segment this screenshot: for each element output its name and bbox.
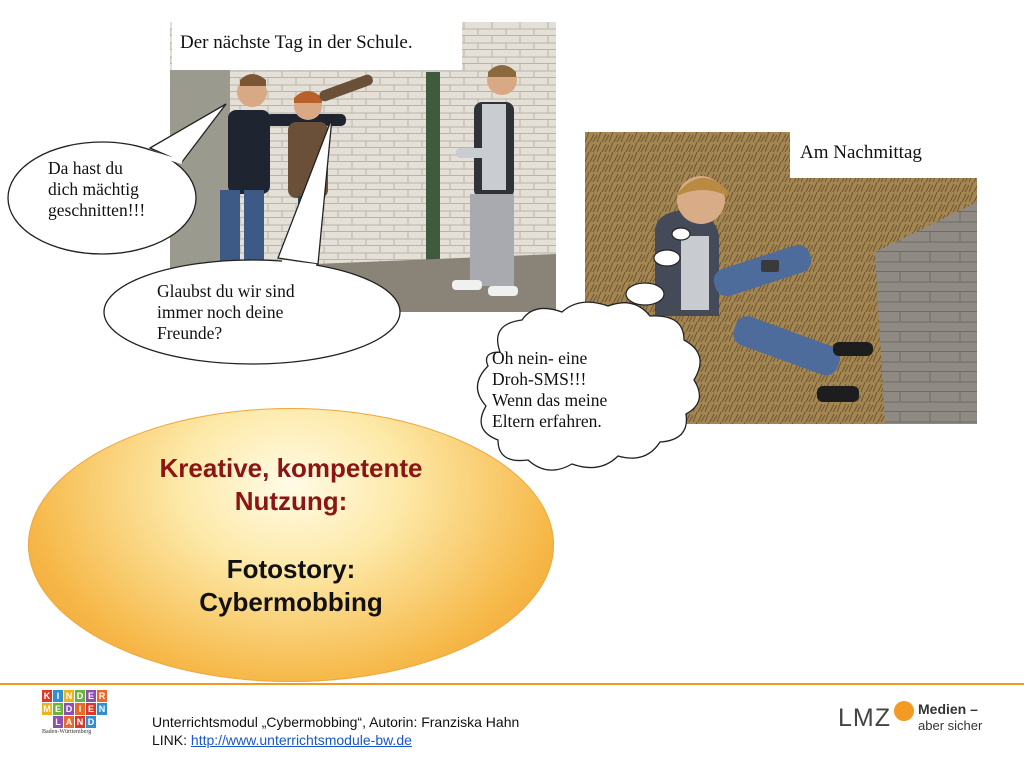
photo1-caption: Der nächste Tag in der Schule.: [172, 22, 462, 70]
footer-link-line: [152, 731, 519, 749]
lmz-subtitle: aber sicher: [918, 718, 983, 733]
footer-link[interactable]: http://www.unterrichtsmodule-bw.de: [190, 732, 412, 748]
kml-logo-letter: I: [53, 690, 63, 702]
kindermedienland-logo: [42, 690, 110, 750]
kml-logo-subtitle: Baden-Württemberg: [42, 729, 92, 735]
ellipse-subtitle-line: Cybermobbing: [199, 587, 383, 617]
kml-logo-letter: D: [76, 691, 84, 701]
bubble2-line: Glaubst du wir sind: [157, 281, 295, 301]
ellipse-subtitle: [60, 553, 522, 619]
kml-logo-letter: R: [98, 691, 106, 701]
footer-text: [152, 713, 519, 749]
kml-logo-letter: I: [75, 703, 85, 715]
kml-logo-letter: E: [54, 704, 61, 714]
thought-bubble-text: [492, 348, 672, 432]
kml-logo-letter: D: [65, 704, 73, 714]
speech-bubble-1-text: [48, 158, 208, 221]
ellipse-heading-line: Kreative, kompetente: [159, 453, 423, 483]
title-ellipse: [28, 408, 554, 682]
kml-logo-letter: A: [65, 717, 73, 727]
bubble3-line: Droh-SMS!!!: [492, 369, 587, 389]
kml-logo-row: [42, 690, 110, 702]
footer-module-text: Unterrichtsmodul „Cybermobbing“, Autorin: Franziska Hahn: [152, 714, 520, 730]
bubble2-line: Freunde?: [157, 323, 223, 343]
kml-logo-letter: E: [87, 691, 94, 701]
speech-bubble-2-text: [157, 281, 357, 344]
kml-logo-letter: L: [53, 716, 63, 728]
footer-link-prefix: LINK:: [152, 732, 191, 748]
kml-logo-letter: E: [87, 704, 94, 714]
bubble2-line: immer noch deine: [157, 302, 284, 322]
ellipse-heading: [60, 452, 522, 518]
kml-logo-letter: D: [87, 717, 95, 727]
bubble1-line: Da hast du: [48, 158, 123, 178]
ellipse-subtitle-line: Fotostory:: [226, 554, 356, 584]
kml-logo-letter: N: [65, 691, 73, 701]
bubble3-line: Eltern erfahren.: [492, 411, 602, 431]
ellipse-heading-line: Nutzung:: [234, 486, 348, 516]
lmz-logo: [838, 700, 1018, 740]
bubble1-line: dich mächtig: [48, 179, 139, 199]
kml-logo-letter: K: [43, 691, 51, 701]
kml-logo-letter: M: [43, 704, 51, 714]
kml-logo-row: [42, 703, 110, 715]
photo2-caption: Am Nachmittag: [790, 132, 977, 178]
kml-logo-row: [42, 716, 110, 728]
bubble3-line: Oh nein- eine: [492, 348, 588, 368]
bubble1-line: geschnitten!!!: [48, 200, 146, 220]
footer-divider: [0, 683, 1024, 685]
lmz-wordmark: LMZ: [838, 704, 891, 732]
kml-logo-letter: N: [98, 704, 106, 714]
bubble3-line: Wenn das meine: [492, 390, 608, 410]
lmz-title: Medien –: [918, 701, 978, 717]
lmz-dot-icon: [894, 701, 914, 721]
kml-logo-letter: N: [76, 717, 84, 727]
